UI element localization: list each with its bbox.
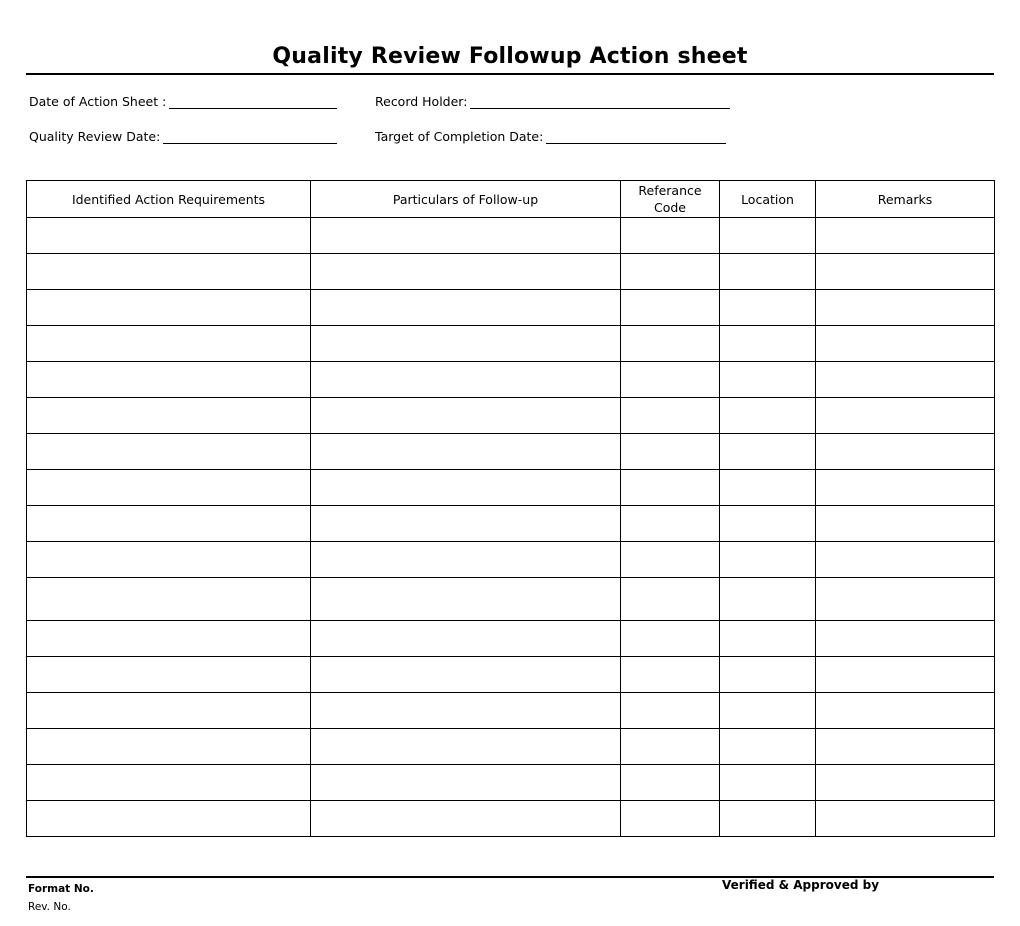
table-cell[interactable] [621,362,720,398]
table-row [27,621,995,657]
target-completion-date-blank[interactable] [546,131,726,144]
table-cell[interactable] [816,693,995,729]
verified-approved-label: Verified & Approved by [722,878,880,892]
table-cell[interactable] [27,657,311,693]
table-cell[interactable] [311,578,621,621]
table-cell[interactable] [27,765,311,801]
table-cell[interactable] [311,254,621,290]
table-cell[interactable] [816,657,995,693]
table-cell[interactable] [27,729,311,765]
table-cell[interactable] [816,765,995,801]
table-cell[interactable] [27,506,311,542]
table-cell[interactable] [621,290,720,326]
table-cell[interactable] [621,657,720,693]
table-cell[interactable] [27,470,311,506]
table-cell[interactable] [816,542,995,578]
date-of-action-sheet-blank[interactable] [169,96,337,109]
table-row [27,801,995,837]
record-holder-field[interactable] [375,94,730,109]
table-row [27,506,995,542]
title-divider [26,73,994,75]
table-cell[interactable] [816,290,995,326]
table-cell[interactable] [311,621,621,657]
table-cell[interactable] [621,218,720,254]
table-cell[interactable] [311,398,621,434]
table-row [27,578,995,621]
header-remarks: Remarks [816,181,995,218]
table-cell[interactable] [816,218,995,254]
table-cell[interactable] [311,470,621,506]
record-holder-blank[interactable] [470,96,730,109]
table-row [27,693,995,729]
table-cell[interactable] [720,434,816,470]
table-cell[interactable] [621,765,720,801]
table-cell[interactable] [311,765,621,801]
table-cell[interactable] [311,542,621,578]
target-completion-date-field[interactable] [375,129,726,144]
date-of-action-sheet-field[interactable] [29,94,337,109]
table-cell[interactable] [816,254,995,290]
table-cell[interactable] [27,621,311,657]
table-cell[interactable] [621,506,720,542]
table-cell[interactable] [621,542,720,578]
record-holder-label: Record Holder: [375,94,468,109]
table-cell[interactable] [621,578,720,621]
table-cell[interactable] [621,254,720,290]
quality-review-date-label: Quality Review Date: [29,129,161,144]
table-cell[interactable] [816,506,995,542]
table-row [27,326,995,362]
table-cell[interactable] [816,729,995,765]
table-cell[interactable] [720,362,816,398]
table-cell[interactable] [621,470,720,506]
page-title: Quality Review Followup Action sheet [272,44,748,69]
table-cell[interactable] [720,398,816,434]
table-cell[interactable] [311,657,621,693]
format-no-label: Format No. [28,883,94,895]
table-cell[interactable] [27,693,311,729]
table-cell[interactable] [27,398,311,434]
table-cell[interactable] [621,398,720,434]
table-cell[interactable] [720,470,816,506]
table-cell[interactable] [311,290,621,326]
table-cell[interactable] [621,729,720,765]
table-cell[interactable] [720,254,816,290]
table-cell[interactable] [27,218,311,254]
table-cell[interactable] [816,621,995,657]
table-cell[interactable] [621,621,720,657]
table-row [27,657,995,693]
table-cell[interactable] [621,434,720,470]
table-row [27,290,995,326]
table-cell[interactable] [720,729,816,765]
table-cell[interactable] [720,801,816,837]
table-cell[interactable] [720,621,816,657]
table-row [27,434,995,470]
table-cell[interactable] [816,470,995,506]
table-cell[interactable] [27,578,311,621]
table-cell[interactable] [311,434,621,470]
table-cell[interactable] [311,218,621,254]
table-cell[interactable] [816,362,995,398]
header-identified-action-requirements: Identified Action Requirements [27,181,311,218]
table-row [27,218,995,254]
table-cell[interactable] [311,801,621,837]
table-cell[interactable] [27,362,311,398]
header-location: Location [720,181,816,218]
table-cell[interactable] [720,290,816,326]
quality-review-date-blank[interactable] [163,131,337,144]
table-row [27,470,995,506]
table-cell[interactable] [27,434,311,470]
table-cell[interactable] [311,362,621,398]
table-row [27,729,995,765]
table-row [27,765,995,801]
table-cell[interactable] [621,693,720,729]
table-cell[interactable] [816,434,995,470]
table-cell[interactable] [816,801,995,837]
table-cell[interactable] [27,326,311,362]
table-cell[interactable] [816,578,995,621]
table-row [27,398,995,434]
table-cell[interactable] [720,765,816,801]
quality-review-date-field[interactable] [29,129,337,144]
rev-no-label: Rev. No. [28,901,71,913]
table-cell[interactable] [27,542,311,578]
target-completion-date-label: Target of Completion Date: [375,129,544,144]
table-cell[interactable] [816,398,995,434]
table-cell[interactable] [621,801,720,837]
table-cell[interactable] [311,506,621,542]
table-cell[interactable] [720,218,816,254]
table-header-row [27,181,995,218]
footer-left [28,880,94,916]
table-cell[interactable] [720,578,816,621]
table-cell[interactable] [621,326,720,362]
header-reference-code: Referance Code [621,181,720,218]
date-of-action-sheet-label: Date of Action Sheet : [29,94,167,109]
table-cell[interactable] [720,506,816,542]
table-cell[interactable] [27,254,311,290]
table-cell[interactable] [311,326,621,362]
table-cell[interactable] [311,693,621,729]
table-cell[interactable] [720,657,816,693]
table-cell[interactable] [720,542,816,578]
table-cell[interactable] [720,693,816,729]
table-row [27,542,995,578]
table-cell[interactable] [311,729,621,765]
table-cell[interactable] [27,290,311,326]
table-cell[interactable] [27,801,311,837]
table-cell[interactable] [816,326,995,362]
table-row [27,362,995,398]
header-particulars-of-follow-up: Particulars of Follow-up [311,181,621,218]
table-row [27,254,995,290]
action-table [26,180,995,837]
table-cell[interactable] [720,326,816,362]
